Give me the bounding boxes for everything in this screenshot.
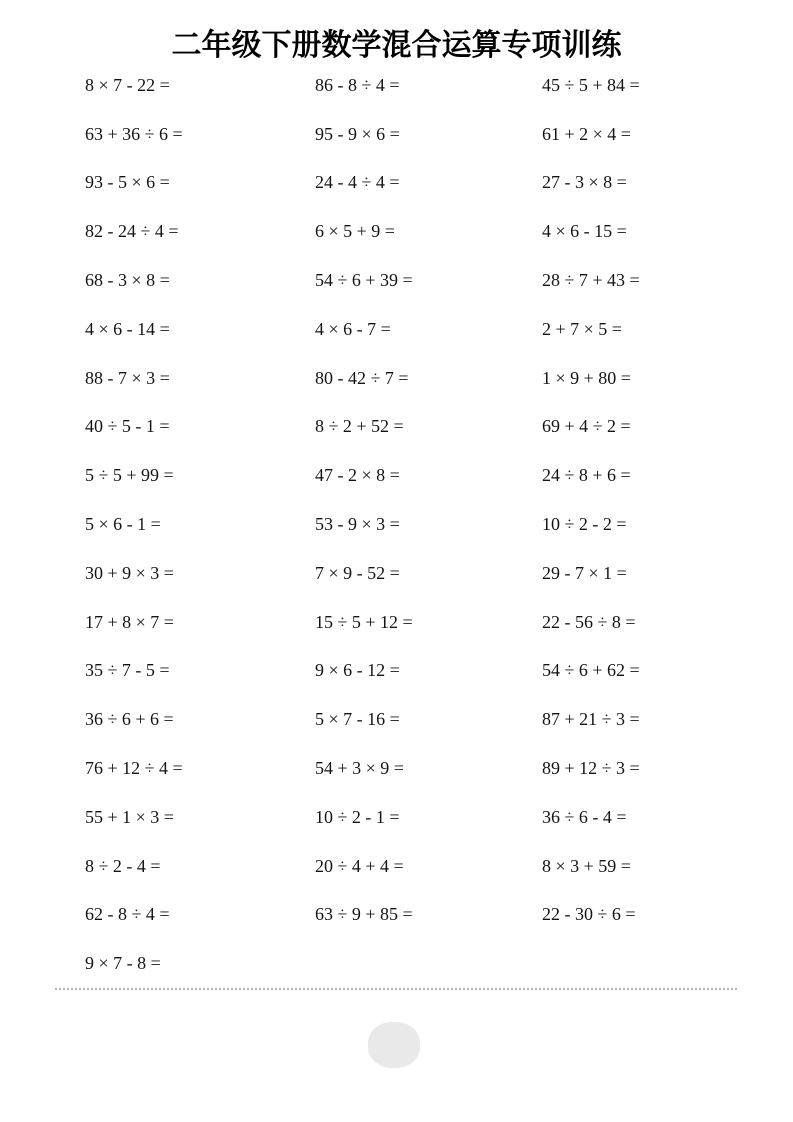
problem-cell: 76 + 12 ÷ 4 = [85, 758, 183, 779]
problem-cell: 88 - 7 × 3 = [85, 367, 170, 388]
problem-cell: 17 + 8 × 7 = [85, 611, 174, 632]
problem-row [0, 403, 793, 452]
problem-cell: 4 × 6 - 14 = [85, 318, 170, 339]
problem-cell: 20 ÷ 4 + 4 = [315, 855, 404, 876]
problem-cell: 40 ÷ 5 - 1 = [85, 416, 170, 437]
problem-cell: 22 - 56 ÷ 8 = [542, 611, 636, 632]
problem-cell: 62 - 8 ÷ 4 = [85, 904, 170, 925]
problem-cell: 27 - 3 × 8 = [542, 172, 627, 193]
problem-cell: 35 ÷ 7 - 5 = [85, 660, 170, 681]
problem-cell: 10 ÷ 2 - 2 = [542, 514, 627, 535]
problem-row [0, 549, 793, 598]
problem-row [0, 207, 793, 256]
problem-cell: 95 - 9 × 6 = [315, 123, 400, 144]
problem-cell: 8 ÷ 2 + 52 = [315, 416, 404, 437]
problem-cell: 63 ÷ 9 + 85 = [315, 904, 413, 925]
problem-cell: 89 + 12 ÷ 3 = [542, 758, 640, 779]
problem-cell: 82 - 24 ÷ 4 = [85, 221, 179, 242]
problem-cell: 86 - 8 ÷ 4 = [315, 74, 400, 95]
dotted-divider [55, 988, 737, 990]
problem-row [0, 110, 793, 159]
problem-row [0, 891, 793, 940]
problem-row [0, 305, 793, 354]
problem-cell: 22 - 30 ÷ 6 = [542, 904, 636, 925]
problem-cell: 4 × 6 - 15 = [542, 221, 627, 242]
problem-cell: 54 ÷ 6 + 62 = [542, 660, 640, 681]
scroll-thumb-blob [368, 1022, 420, 1068]
problem-grid [0, 61, 793, 988]
problem-cell: 54 ÷ 6 + 39 = [315, 270, 413, 291]
problem-cell: 36 ÷ 6 - 4 = [542, 806, 627, 827]
problem-cell: 8 × 7 - 22 = [85, 74, 170, 95]
problem-row [0, 354, 793, 403]
problem-cell: 24 - 4 ÷ 4 = [315, 172, 400, 193]
problem-cell: 47 - 2 × 8 = [315, 465, 400, 486]
problem-cell: 69 + 4 ÷ 2 = [542, 416, 631, 437]
problem-cell: 1 × 9 + 80 = [542, 367, 631, 388]
problem-row [0, 793, 793, 842]
problem-row [0, 647, 793, 696]
problem-row [0, 598, 793, 647]
problem-row [0, 256, 793, 305]
problem-cell: 68 - 3 × 8 = [85, 270, 170, 291]
problem-cell: 5 × 6 - 1 = [85, 514, 161, 535]
problem-cell: 6 × 5 + 9 = [315, 221, 395, 242]
problem-cell: 8 × 3 + 59 = [542, 855, 631, 876]
problem-row [0, 500, 793, 549]
problem-row [0, 61, 793, 110]
problem-cell: 36 ÷ 6 + 6 = [85, 709, 174, 730]
problem-row [0, 159, 793, 208]
problem-cell: 87 + 21 ÷ 3 = [542, 709, 640, 730]
problem-cell: 15 ÷ 5 + 12 = [315, 611, 413, 632]
problem-cell: 93 - 5 × 6 = [85, 172, 170, 193]
problem-cell: 5 ÷ 5 + 99 = [85, 465, 174, 486]
problem-cell: 5 × 7 - 16 = [315, 709, 400, 730]
problem-cell: 55 + 1 × 3 = [85, 806, 174, 827]
problem-cell: 80 - 42 ÷ 7 = [315, 367, 409, 388]
problem-row [0, 842, 793, 891]
problem-cell: 28 ÷ 7 + 43 = [542, 270, 640, 291]
problem-cell: 4 × 6 - 7 = [315, 318, 391, 339]
problem-cell: 9 × 7 - 8 = [85, 953, 161, 974]
problem-cell: 7 × 9 - 52 = [315, 562, 400, 583]
problem-row [0, 451, 793, 500]
page-title: 二年级下册数学混合运算专项训练 [171, 29, 622, 62]
problem-cell: 29 - 7 × 1 = [542, 562, 627, 583]
problem-cell: 53 - 9 × 3 = [315, 514, 400, 535]
problem-cell: 8 ÷ 2 - 4 = [85, 855, 161, 876]
problem-cell: 63 + 36 ÷ 6 = [85, 123, 183, 144]
problem-cell: 54 + 3 × 9 = [315, 758, 404, 779]
problem-cell: 45 ÷ 5 + 84 = [542, 74, 640, 95]
problem-row [0, 695, 793, 744]
problem-cell: 30 + 9 × 3 = [85, 562, 174, 583]
problem-row [0, 744, 793, 793]
problem-row [0, 939, 793, 988]
problem-cell: 24 ÷ 8 + 6 = [542, 465, 631, 486]
problem-cell: 9 × 6 - 12 = [315, 660, 400, 681]
problem-cell: 61 + 2 × 4 = [542, 123, 631, 144]
problem-cell: 10 ÷ 2 - 1 = [315, 806, 400, 827]
problem-cell: 2 + 7 × 5 = [542, 318, 622, 339]
